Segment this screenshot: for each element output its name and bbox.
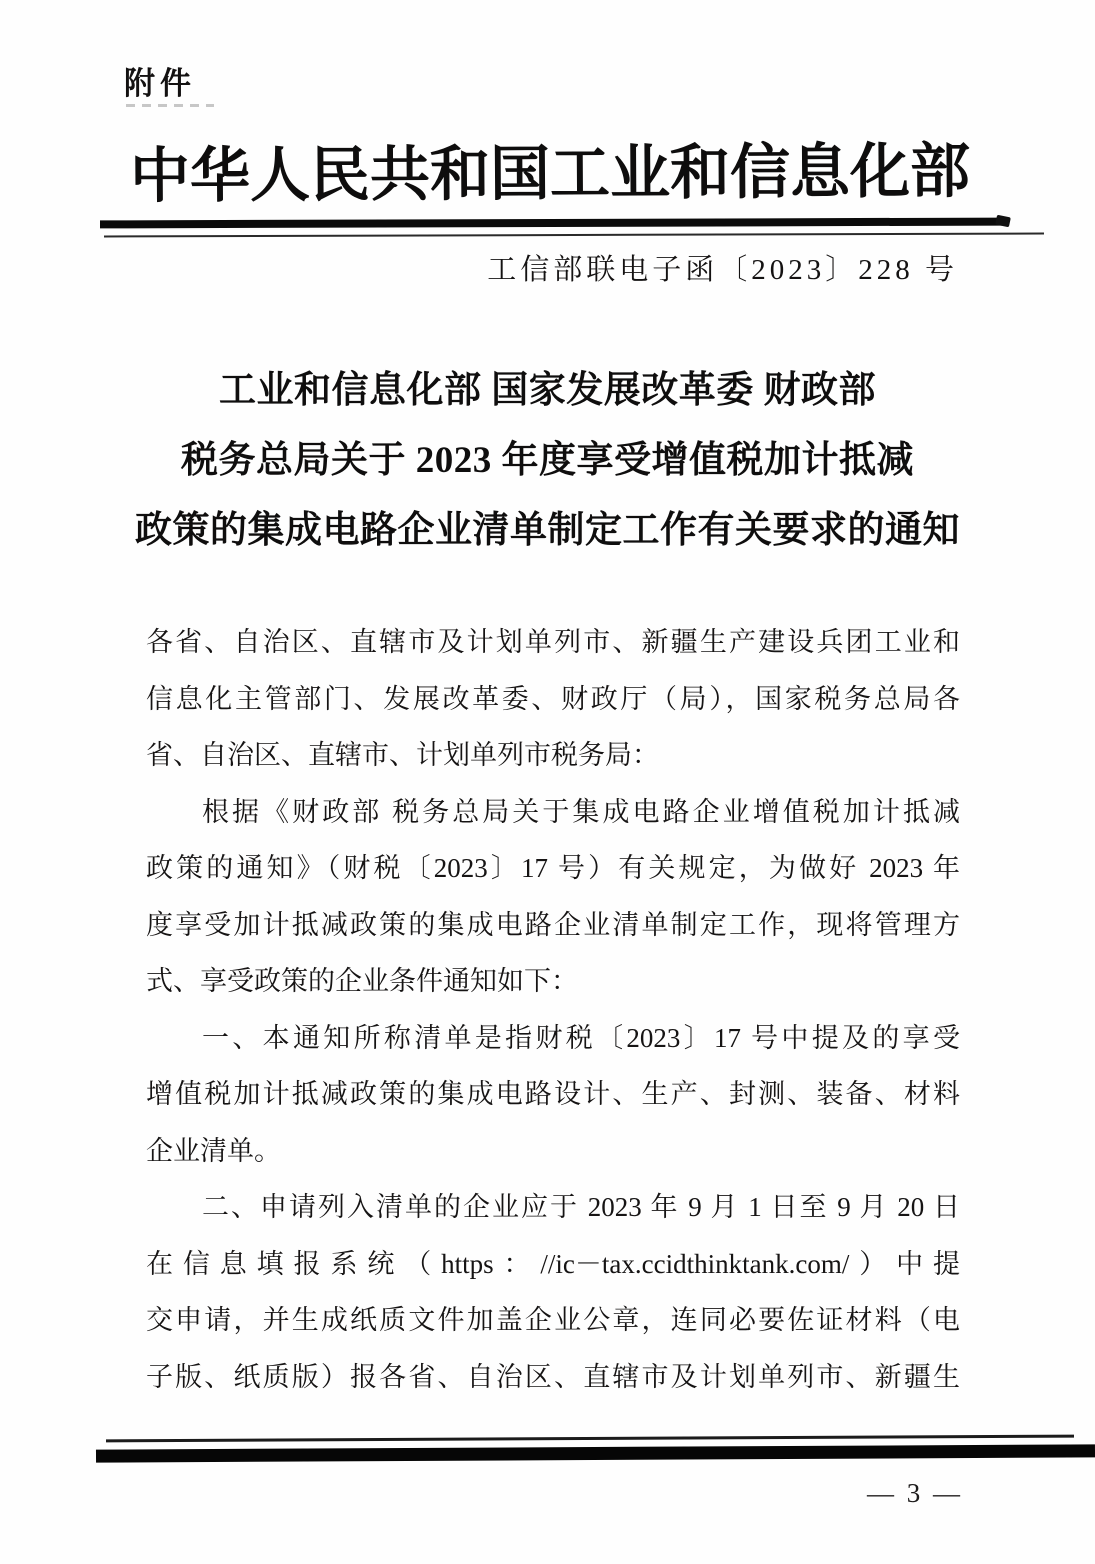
title-line-2: 税务总局关于 2023 年度享受增值税加计抵减: [181, 440, 914, 481]
masthead-rule-thick: [100, 218, 1002, 229]
title-line-3: 政策的集成电路企业清单制定工作有关要求的通知: [135, 510, 960, 551]
body-line-intro-4: 式、享受政策的企业条件通知如下：: [146, 966, 578, 996]
attachment-label: 附件: [124, 66, 196, 101]
body-line-intro-1: 根据《财政部 税务总局关于集成电路企业增值税加计抵减: [202, 796, 960, 827]
masthead-rule-thin: [104, 233, 1044, 238]
body-line-item1-1: 一、本通知所称清单是指财税〔2023〕17 号中提及的享受: [202, 1022, 960, 1053]
body-line-intro-3: 度享受加计抵减政策的集成电路企业清单制定工作，现将管理方: [146, 909, 960, 940]
scan-artifact-dashes: [126, 104, 214, 107]
page-number: — 3 —: [867, 1478, 963, 1508]
masthead-title: 中华人民共和国工业和信息化部: [129, 138, 971, 210]
title-line-1: 工业和信息化部 国家发展改革委 财政部: [219, 370, 876, 411]
document-number: 工信部联电子函〔2023〕228 号: [487, 254, 958, 286]
document-body: [146, 614, 960, 1405]
body-line-item2-2: 在信息填报系统（https：//ic－tax.ccidthinktank.com/）中提: [146, 1248, 960, 1279]
body-line-salutation-2: 信息化主管部门、发展改革委、财政厅（局），国家税务总局各: [146, 683, 960, 714]
body-line-item1-3: 企业清单。: [146, 1135, 281, 1166]
body-line-item2-3: 交申请，并生成纸质文件加盖企业公章，连同必要佐证材料（电: [146, 1305, 960, 1335]
page-edge-rule-thin: [106, 1435, 1074, 1443]
body-line-intro-2: 政策的通知》（财税〔2023〕17 号）有关规定，为做好 2023 年: [146, 853, 960, 883]
body-line-salutation-1: 各省、自治区、直辖市及计划单列市、新疆生产建设兵团工业和: [146, 627, 960, 657]
body-line-salutation-3: 省、自治区、直辖市、计划单列市税务局：: [146, 740, 659, 770]
body-line-item2-4: 子版、纸质版）报各省、自治区、直辖市及计划单列市、新疆生: [146, 1361, 960, 1392]
body-line-item1-2: 增值税加计抵减政策的集成电路设计、生产、封测、装备、材料: [146, 1079, 960, 1109]
page-edge-rule-thick: [96, 1444, 1095, 1462]
body-line-item2-1: 二、申请列入清单的企业应于 2023 年 9 月 1 日至 9 月 20 日: [202, 1192, 960, 1222]
document-title: [80, 356, 1015, 566]
